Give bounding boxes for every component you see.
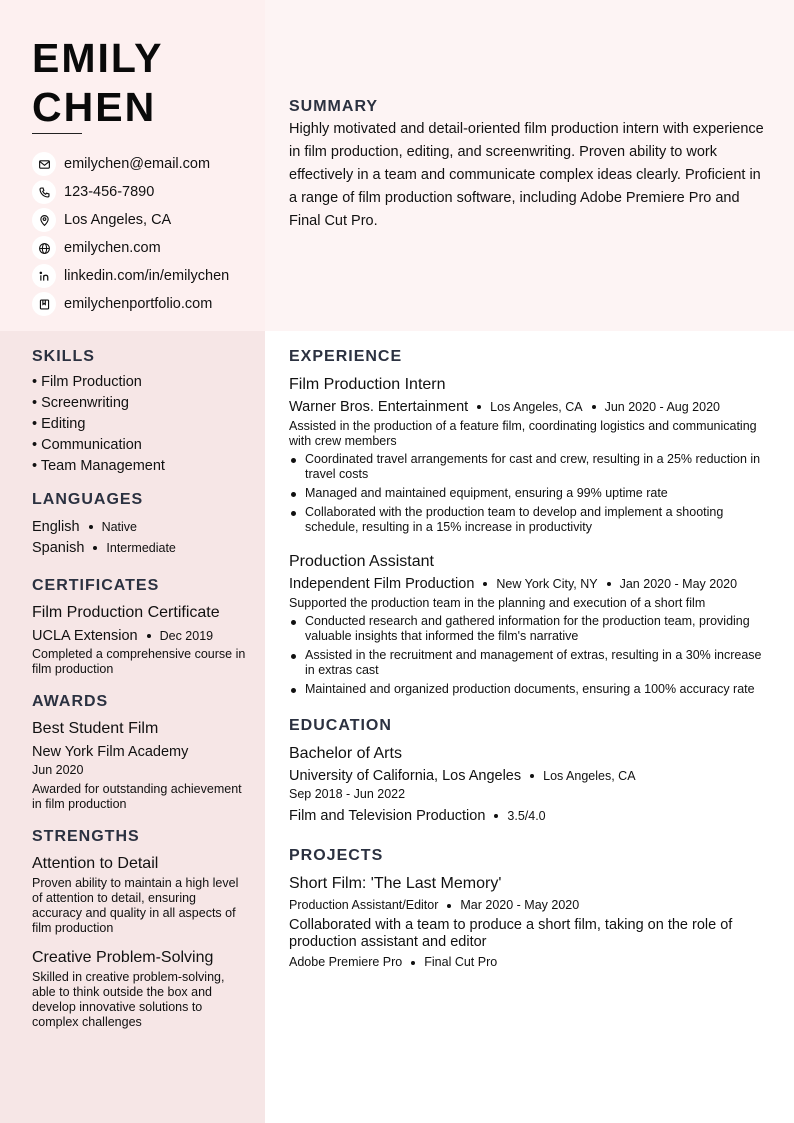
contact-location [32, 206, 260, 234]
certificate-meta [32, 625, 247, 647]
project-description: Collaborated with a team to produce a short film, taking on the role of production assistant and editor [289, 917, 733, 950]
strength-name: Creative Problem-Solving [32, 949, 214, 966]
award-date: Jun 2020 [32, 763, 84, 777]
languages-title: LANGUAGES [32, 491, 144, 508]
job-description: Assisted in the production of a feature film, coordinating logistics and communicating with crew members [289, 419, 757, 448]
achievement-item: Collaborated with the production team to develop and implement a shooting schedule, resulting in a 15% increase in productivity [289, 505, 771, 535]
separator-dot [607, 582, 611, 586]
contact-portfolio-text: emilychenportfolio.com [64, 296, 213, 312]
job-company: Warner Bros. Entertainment [289, 399, 469, 415]
project-role: Production Assistant/Editor [289, 898, 439, 912]
education-field-row [289, 805, 771, 827]
mail-icon [32, 152, 56, 176]
job-meta [289, 573, 771, 595]
separator-dot [411, 961, 415, 965]
skill-item: • Film Production [32, 374, 142, 390]
language-name: English [32, 519, 80, 535]
job-location: Los Angeles, CA [490, 400, 583, 414]
contact-list [32, 150, 260, 318]
strength-name: Attention to Detail [32, 855, 159, 872]
contact-location-text: Los Angeles, CA [64, 212, 172, 228]
achievement-item: Assisted in the recruitment and management of extras, resulting in a 30% increase in extras cast [289, 648, 771, 678]
separator-dot [89, 525, 93, 529]
project-meta [289, 895, 771, 915]
project-tool: Adobe Premiere Pro [289, 955, 403, 969]
separator-dot [592, 405, 596, 409]
job-meta [289, 396, 771, 418]
strength-description: Skilled in creative problem-solving, able to think outside the box and develop innovative solutions to complex challenges [32, 970, 225, 1029]
job-achievements [289, 614, 771, 697]
language-item [32, 517, 247, 538]
education-field: Film and Television Production [289, 808, 486, 824]
globe-icon [32, 236, 56, 260]
separator-dot [483, 582, 487, 586]
education-title: EDUCATION [289, 717, 392, 734]
contact-linkedin[interactable] [32, 262, 260, 290]
experience-item [289, 551, 771, 697]
award-name: Best Student Film [32, 720, 159, 737]
strengths-title: STRENGTHS [32, 828, 140, 845]
projects-section [289, 847, 771, 970]
main-content [289, 348, 771, 988]
summary-text: Highly motivated and detail-oriented film production intern with experience in film production, editing, and screenwriting. Proven ability to work effectively in a team and communicate complex ideas clearly. Proficient in a range of film production software, including Adobe Premiere Pro and Final Cut Pro. [289, 121, 764, 229]
award-issuer: New York Film Academy [32, 744, 189, 760]
education-section [289, 717, 771, 827]
job-company: Independent Film Production [289, 576, 475, 592]
phone-icon [32, 180, 56, 204]
sidebar [32, 348, 247, 1044]
skills-title: SKILLS [32, 348, 95, 365]
location-pin-icon [32, 208, 56, 232]
certificate-description: Completed a comprehensive course in film production [32, 647, 246, 676]
skills-section [32, 348, 247, 477]
first-name: EMILY [32, 35, 164, 81]
job-description: Supported the production team in the planning and execution of a short film [289, 596, 706, 610]
awards-title: AWARDS [32, 693, 109, 710]
experience-section [289, 348, 771, 697]
award-description: Awarded for outstanding achievement in film production [32, 782, 242, 811]
portfolio-icon [32, 292, 56, 316]
language-name: Spanish [32, 540, 85, 556]
language-item [32, 538, 247, 559]
separator-dot [447, 904, 451, 908]
contact-portfolio[interactable] [32, 290, 260, 318]
separator-dot [477, 405, 481, 409]
education-gpa: 3.5/4.0 [507, 809, 546, 823]
contact-linkedin-text: linkedin.com/in/emilychen [64, 268, 230, 284]
project-dates: Mar 2020 - May 2020 [460, 898, 580, 912]
job-title: Production Assistant [289, 553, 434, 570]
achievement-item: Managed and maintained equipment, ensuring a 99% uptime rate [289, 486, 771, 501]
achievement-item: Conducted research and gathered information for the production team, providing valuable insights that informed the film's narrative [289, 614, 771, 644]
strength-description: Proven ability to maintain a high level of attention to detail, ensuring accuracy and quality in all aspects of film production [32, 876, 239, 935]
language-level: Native [101, 520, 137, 534]
contact-email[interactable] [32, 150, 260, 178]
summary-section [289, 98, 769, 233]
contact-phone-text: 123-456-7890 [64, 184, 155, 200]
languages-section [32, 491, 247, 559]
separator-dot [93, 546, 97, 550]
skill-item: • Screenwriting [32, 395, 129, 411]
certificate-date: Dec 2019 [159, 629, 214, 643]
job-dates: Jan 2020 - May 2020 [619, 577, 738, 591]
skill-item: • Editing [32, 416, 86, 432]
separator-dot [147, 634, 151, 638]
education-location: Los Angeles, CA [543, 769, 636, 783]
last-name: CHEN [32, 84, 157, 130]
name-divider [32, 133, 82, 134]
projects-title: PROJECTS [289, 847, 384, 864]
experience-title: EXPERIENCE [289, 348, 403, 365]
contact-phone[interactable] [32, 178, 260, 206]
separator-dot [494, 814, 498, 818]
achievement-item: Coordinated travel arrangements for cast and crew, resulting in a 25% reduction in travel costs [289, 452, 771, 482]
education-meta [289, 765, 771, 787]
candidate-name [32, 34, 164, 132]
project-tool: Final Cut Pro [424, 955, 498, 969]
contact-email-text: emilychen@email.com [64, 156, 211, 172]
awards-section [32, 693, 247, 812]
skill-item: • Communication [32, 437, 142, 453]
certificates-title: CERTIFICATES [32, 577, 160, 594]
education-dates: Sep 2018 - Jun 2022 [289, 787, 406, 801]
strengths-section [32, 828, 247, 1030]
separator-dot [530, 774, 534, 778]
experience-item [289, 374, 771, 535]
education-degree: Bachelor of Arts [289, 745, 402, 762]
education-school: University of California, Los Angeles [289, 768, 522, 784]
achievement-item: Maintained and organized production documents, ensuring a 100% accuracy rate [289, 682, 771, 697]
linkedin-icon [32, 264, 56, 288]
contact-website-text: emilychen.com [64, 240, 161, 256]
project-name: Short Film: 'The Last Memory' [289, 875, 502, 892]
certificates-section [32, 577, 247, 677]
skill-item: • Team Management [32, 458, 165, 474]
summary-title: SUMMARY [289, 98, 379, 115]
project-tools [289, 955, 771, 970]
job-title: Film Production Intern [289, 376, 446, 393]
certificate-name: Film Production Certificate [32, 604, 220, 621]
job-dates: Jun 2020 - Aug 2020 [604, 400, 720, 414]
job-achievements [289, 452, 771, 535]
contact-website[interactable] [32, 234, 260, 262]
job-location: New York City, NY [496, 577, 598, 591]
certificate-issuer: UCLA Extension [32, 628, 138, 644]
language-level: Intermediate [106, 541, 176, 555]
